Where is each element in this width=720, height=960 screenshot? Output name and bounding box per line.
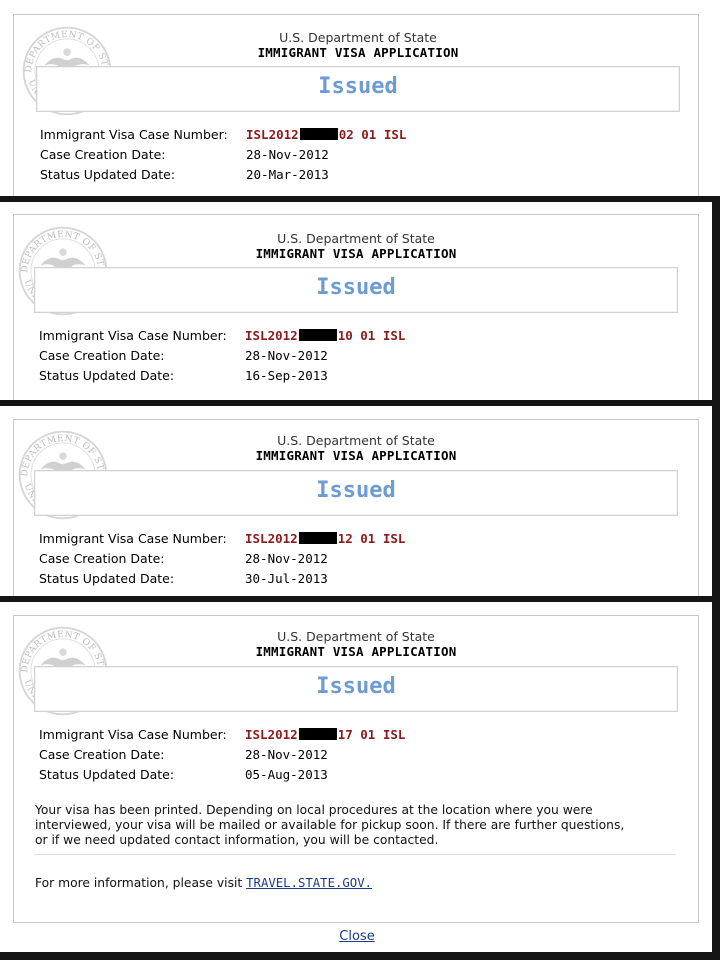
case-number-value: [246, 127, 466, 142]
status-text: Issued: [316, 275, 396, 300]
status-updated-date: 16-Sep-2013: [245, 368, 328, 383]
visa-printed-message: [35, 803, 695, 848]
agency-name: U.S. Department of State: [277, 231, 435, 246]
application-title: IMMIGRANT VISA APPLICATION: [255, 448, 457, 463]
agency-name: U.S. Department of State: [279, 30, 437, 45]
message-line: or if we need updated contact information, you will be contacted.: [35, 833, 439, 847]
case-creation-label: Case Creation Date:: [40, 147, 166, 162]
visa-panel: [0, 406, 712, 596]
status-text: Issued: [316, 674, 396, 699]
case-number-value: [245, 531, 465, 546]
case-creation-label: Case Creation Date:: [39, 348, 165, 363]
travel-state-gov-link[interactable]: TRAVEL.STATE.GOV.: [246, 876, 372, 890]
case-number-prefix: ISL2012: [246, 127, 299, 142]
status-updated-label: Status Updated Date:: [39, 368, 175, 383]
case-number-prefix: ISL2012: [245, 727, 298, 742]
case-number-value: [245, 328, 465, 343]
case-number-suffix: 02 01 ISL: [338, 127, 407, 142]
visa-panel: [0, 0, 712, 196]
visa-panel: [0, 202, 712, 400]
case-creation-date: 28-Nov-2012: [245, 348, 328, 363]
frame-edge-right: [712, 196, 720, 960]
status-updated-label: Status Updated Date:: [40, 167, 176, 182]
case-number-value: [245, 727, 465, 742]
status-box: [36, 66, 680, 112]
redaction-bar: [299, 329, 337, 341]
redaction-bar: [299, 728, 337, 740]
case-number-prefix: ISL2012: [245, 531, 298, 546]
status-text: Issued: [316, 478, 396, 503]
case-number-suffix: 17 01 ISL: [337, 727, 406, 742]
visa-panel: [0, 602, 712, 952]
case-number-label: Immigrant Visa Case Number:: [40, 127, 228, 142]
case-number-suffix: 10 01 ISL: [337, 328, 406, 343]
case-creation-date: 28-Nov-2012: [246, 147, 329, 162]
agency-name: U.S. Department of State: [277, 433, 435, 448]
case-number-suffix: 12 01 ISL: [337, 531, 406, 546]
case-number-label: Immigrant Visa Case Number:: [39, 328, 227, 343]
case-creation-date: 28-Nov-2012: [245, 747, 328, 762]
redaction-bar: [300, 128, 338, 140]
message-line: Your visa has been printed. Depending on local procedures at the location where you were: [35, 803, 593, 817]
case-number-prefix: ISL2012: [245, 328, 298, 343]
status-updated-date: 20-Mar-2013: [246, 167, 329, 182]
redaction-bar: [299, 532, 337, 544]
divider: [34, 854, 676, 855]
case-creation-label: Case Creation Date:: [39, 551, 165, 566]
application-title: IMMIGRANT VISA APPLICATION: [255, 246, 457, 261]
status-text: Issued: [318, 74, 398, 99]
status-updated-date: 30-Jul-2013: [245, 571, 328, 586]
application-title: IMMIGRANT VISA APPLICATION: [257, 45, 459, 60]
close-link[interactable]: Close: [339, 929, 375, 944]
message-line: interviewed, your visa will be mailed or available for pickup soon. If there are further questions,: [35, 818, 625, 832]
case-number-label: Immigrant Visa Case Number:: [39, 727, 227, 742]
status-updated-date: 05-Aug-2013: [245, 767, 328, 782]
more-info-row: [35, 876, 372, 891]
status-updated-label: Status Updated Date:: [39, 571, 175, 586]
application-title: IMMIGRANT VISA APPLICATION: [255, 644, 457, 659]
frame-edge-bottom: [0, 952, 720, 960]
case-creation-label: Case Creation Date:: [39, 747, 165, 762]
status-box: [34, 470, 678, 516]
status-box: [34, 267, 678, 313]
more-info-text: For more information, please visit: [35, 876, 243, 890]
case-creation-date: 28-Nov-2012: [245, 551, 328, 566]
status-updated-label: Status Updated Date:: [39, 767, 175, 782]
agency-name: U.S. Department of State: [277, 629, 435, 644]
case-number-label: Immigrant Visa Case Number:: [39, 531, 227, 546]
status-box: [34, 666, 678, 712]
